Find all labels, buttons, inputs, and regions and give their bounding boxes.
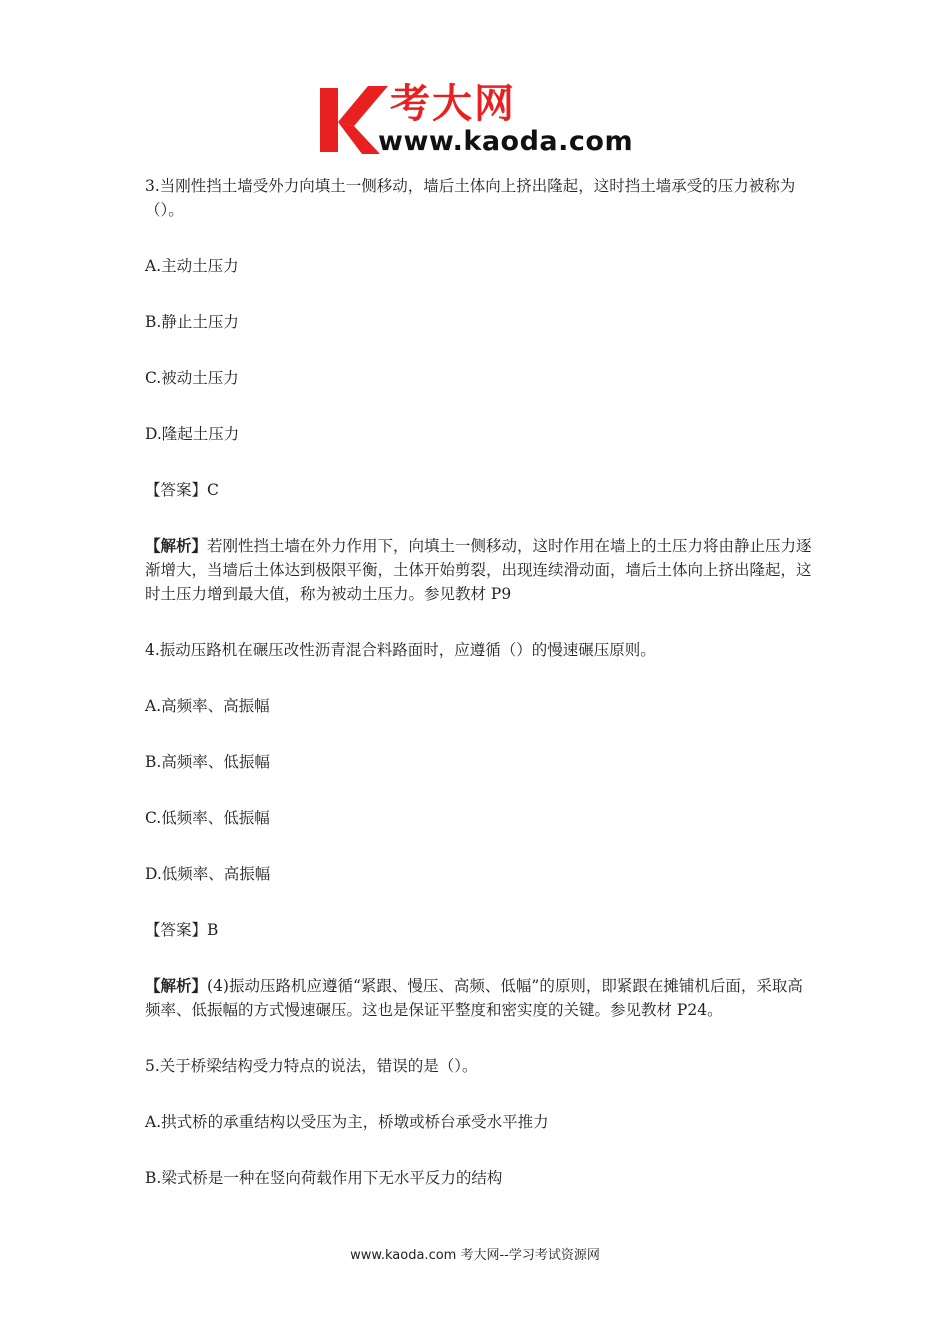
analysis-text: 若刚性挡土墙在外力作用下，向填土一侧移动，这时作用在墙上的土压力将由静止压力逐渐增大，当墙后土体达到极限平衡，土体开始剪裂，出现连续滑动面，墙后土体向上挤出隆起，这时土压力增到最大值，称为被动土压力。参见教材 P9 (145, 537, 812, 603)
answer: 【答案】C (145, 481, 219, 499)
document-body (145, 174, 815, 1190)
logo-text: 考大网 (390, 81, 516, 127)
analysis (145, 534, 815, 606)
answer: 【答案】B (145, 921, 219, 939)
option-a: A.高频率、高振幅 (145, 697, 270, 715)
analysis-label: 【解析】 (145, 976, 208, 995)
option-c: C.低频率、低振幅 (145, 809, 270, 827)
analysis-label: 【解析】 (145, 536, 208, 555)
option-d: D.隆起土压力 (145, 425, 240, 443)
analysis-text: (4)振动压路机应遵循“紧跟、慢压、高频、低幅”的原则，即紧跟在摊铺机后面，采取高频率、低振幅的方式慢速碾压。这也是保证平整度和密实度的关键。参见教材 P24。 (145, 977, 803, 1019)
option-c: C.被动土压力 (145, 369, 239, 387)
option-a: A.拱式桥的承重结构以受压为主，桥墩或桥台承受水平推力 (145, 1113, 549, 1131)
option-d: D.低频率、高振幅 (145, 865, 271, 883)
question-stem: 5.关于桥梁结构受力特点的说法，错误的是（）。 (145, 1057, 478, 1075)
logo-url: www.kaoda.com (378, 126, 634, 157)
option-a: A.主动土压力 (145, 257, 239, 275)
analysis (145, 974, 815, 1022)
option-b: B.高频率、低振幅 (145, 753, 270, 771)
question-stem: 4.振动压路机在碾压改性沥青混合料路面时，应遵循（）的慢速碾压原则。 (145, 641, 656, 659)
option-b: B.梁式桥是一种在竖向荷载作用下无水平反力的结构 (145, 1169, 503, 1187)
option-b: B.静止土压力 (145, 313, 239, 331)
question-stem: 3.当刚性挡土墙受外力向填土一侧移动，墙后土体向上挤出隆起，这时挡土墙承受的压力被称为（）。 (145, 177, 796, 219)
kaoda-logo (318, 80, 648, 160)
page-footer: www.kaoda.com 考大网--学习考试资源网 (350, 1248, 600, 1263)
